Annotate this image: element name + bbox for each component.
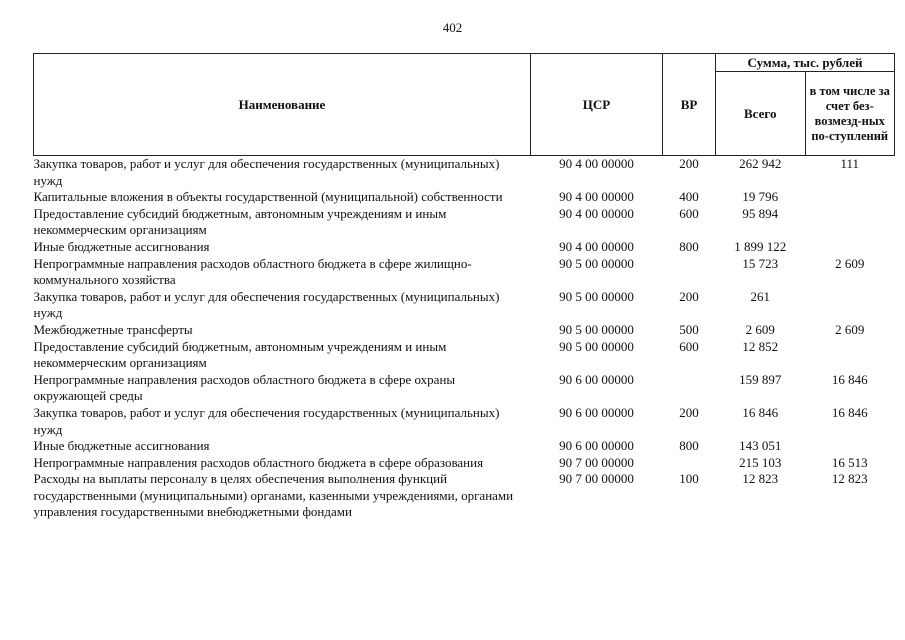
row-csr: 90 6 00 00000 (559, 404, 634, 420)
row-csr: 90 5 00 00000 (559, 288, 634, 304)
row-name: Капитальные вложения в объекты государственной (муниципальной) собственности (33, 189, 503, 205)
row-vr: 200 (679, 156, 699, 171)
row-csr: 90 4 00 00000 (559, 205, 634, 221)
row-free (805, 438, 895, 455)
row-total: 95 894 (742, 205, 779, 221)
table-row (34, 206, 895, 239)
row-vr: 800 (679, 438, 699, 454)
row-total: 12 823 (742, 471, 779, 487)
table-row (34, 239, 895, 256)
row-free (805, 189, 895, 206)
row-total: 19 796 (742, 189, 779, 205)
row-free: 16 846 (831, 371, 868, 387)
row-total: 143 051 (739, 438, 782, 454)
row-name: Закупка товаров, работ и услуг для обеспечения государственных (муниципальных) нужд (33, 404, 500, 437)
row-free: 111 (840, 156, 860, 171)
table-row (34, 289, 895, 322)
header-sum-group: Сумма, тыс. рублей (716, 54, 895, 72)
row-total: 215 103 (739, 454, 782, 470)
row-total: 1 899 122 (734, 238, 787, 254)
row-name: Непрограммные направления расходов областного бюджета в сфере охраны окружающей среды (33, 371, 456, 404)
row-free: 2 609 (835, 321, 865, 337)
row-name: Расходы на выплаты персоналу в целях обеспечения выполнения функций государственными (муниципальными) органами, казенными учреждениями, органами управления государственными внебюджетными фондами (33, 471, 514, 520)
row-csr: 90 4 00 00000 (559, 238, 634, 254)
header-csr: ЦСР (531, 54, 663, 156)
table-row (34, 455, 895, 472)
table-row (34, 189, 895, 206)
table-row (34, 471, 895, 521)
row-free (805, 206, 895, 239)
row-name: Предоставление субсидий бюджетным, автономным учреждениям и иным некоммерческим организациям (33, 205, 447, 238)
row-total: 159 897 (739, 371, 782, 387)
row-name: Предоставление субсидий бюджетным, автономным учреждениям и иным некоммерческим организациям (33, 338, 447, 371)
table-row (34, 438, 895, 455)
row-name: Межбюджетные трансферты (33, 321, 193, 337)
row-free: 12 823 (831, 471, 868, 487)
row-name: Закупка товаров, работ и услуг для обеспечения государственных (муниципальных) нужд (33, 156, 500, 188)
row-csr: 90 6 00 00000 (559, 371, 634, 387)
row-total: 262 942 (739, 156, 782, 171)
row-csr: 90 5 00 00000 (559, 338, 634, 354)
row-total: 15 723 (742, 255, 779, 271)
table-row (34, 405, 895, 438)
row-vr: 200 (679, 404, 699, 420)
row-vr: 200 (679, 288, 699, 304)
row-free (805, 239, 895, 256)
row-total: 261 (750, 288, 770, 304)
table-row (34, 256, 895, 289)
row-vr (663, 256, 716, 289)
row-csr: 90 4 00 00000 (559, 156, 634, 171)
row-name: Закупка товаров, работ и услуг для обеспечения государственных (муниципальных) нужд (33, 288, 500, 321)
row-free (805, 289, 895, 322)
row-name: Непрограммные направления расходов областного бюджета в сфере образования (33, 454, 484, 470)
row-total: 12 852 (742, 338, 779, 354)
row-vr: 800 (679, 238, 699, 254)
row-vr (663, 372, 716, 405)
row-vr: 400 (679, 189, 699, 205)
table-body (34, 156, 895, 522)
row-vr (663, 455, 716, 472)
row-csr: 90 7 00 00000 (559, 454, 634, 470)
row-csr: 90 5 00 00000 (559, 255, 634, 271)
row-vr: 600 (679, 338, 699, 354)
row-free: 16 846 (831, 404, 868, 420)
header-vr: ВР (663, 54, 716, 156)
table-row (34, 322, 895, 339)
table-row (34, 156, 895, 190)
header-total: Всего (716, 72, 806, 156)
row-name: Иные бюджетные ассигнования (33, 438, 210, 454)
header-name: Наименование (34, 54, 531, 156)
row-csr: 90 6 00 00000 (559, 438, 634, 454)
row-csr: 90 4 00 00000 (559, 189, 634, 205)
row-csr: 90 5 00 00000 (559, 321, 634, 337)
row-total: 16 846 (742, 404, 779, 420)
row-vr: 600 (679, 205, 699, 221)
header-free: в том числе за счет без-возмезд-ных по-ступлений (805, 72, 895, 156)
row-vr: 500 (679, 321, 699, 337)
row-free: 16 513 (831, 454, 868, 470)
row-csr: 90 7 00 00000 (559, 471, 634, 487)
row-free: 2 609 (835, 255, 865, 271)
row-name: Непрограммные направления расходов областного бюджета в сфере жилищно-коммунального хозяйства (33, 255, 472, 288)
row-vr: 100 (679, 471, 699, 487)
row-total: 2 609 (745, 321, 775, 337)
row-name: Иные бюджетные ассигнования (33, 238, 210, 254)
row-free (805, 339, 895, 372)
table-row (34, 339, 895, 372)
page-number: 402 (442, 20, 463, 35)
table-row (34, 372, 895, 405)
budget-table (33, 53, 895, 521)
